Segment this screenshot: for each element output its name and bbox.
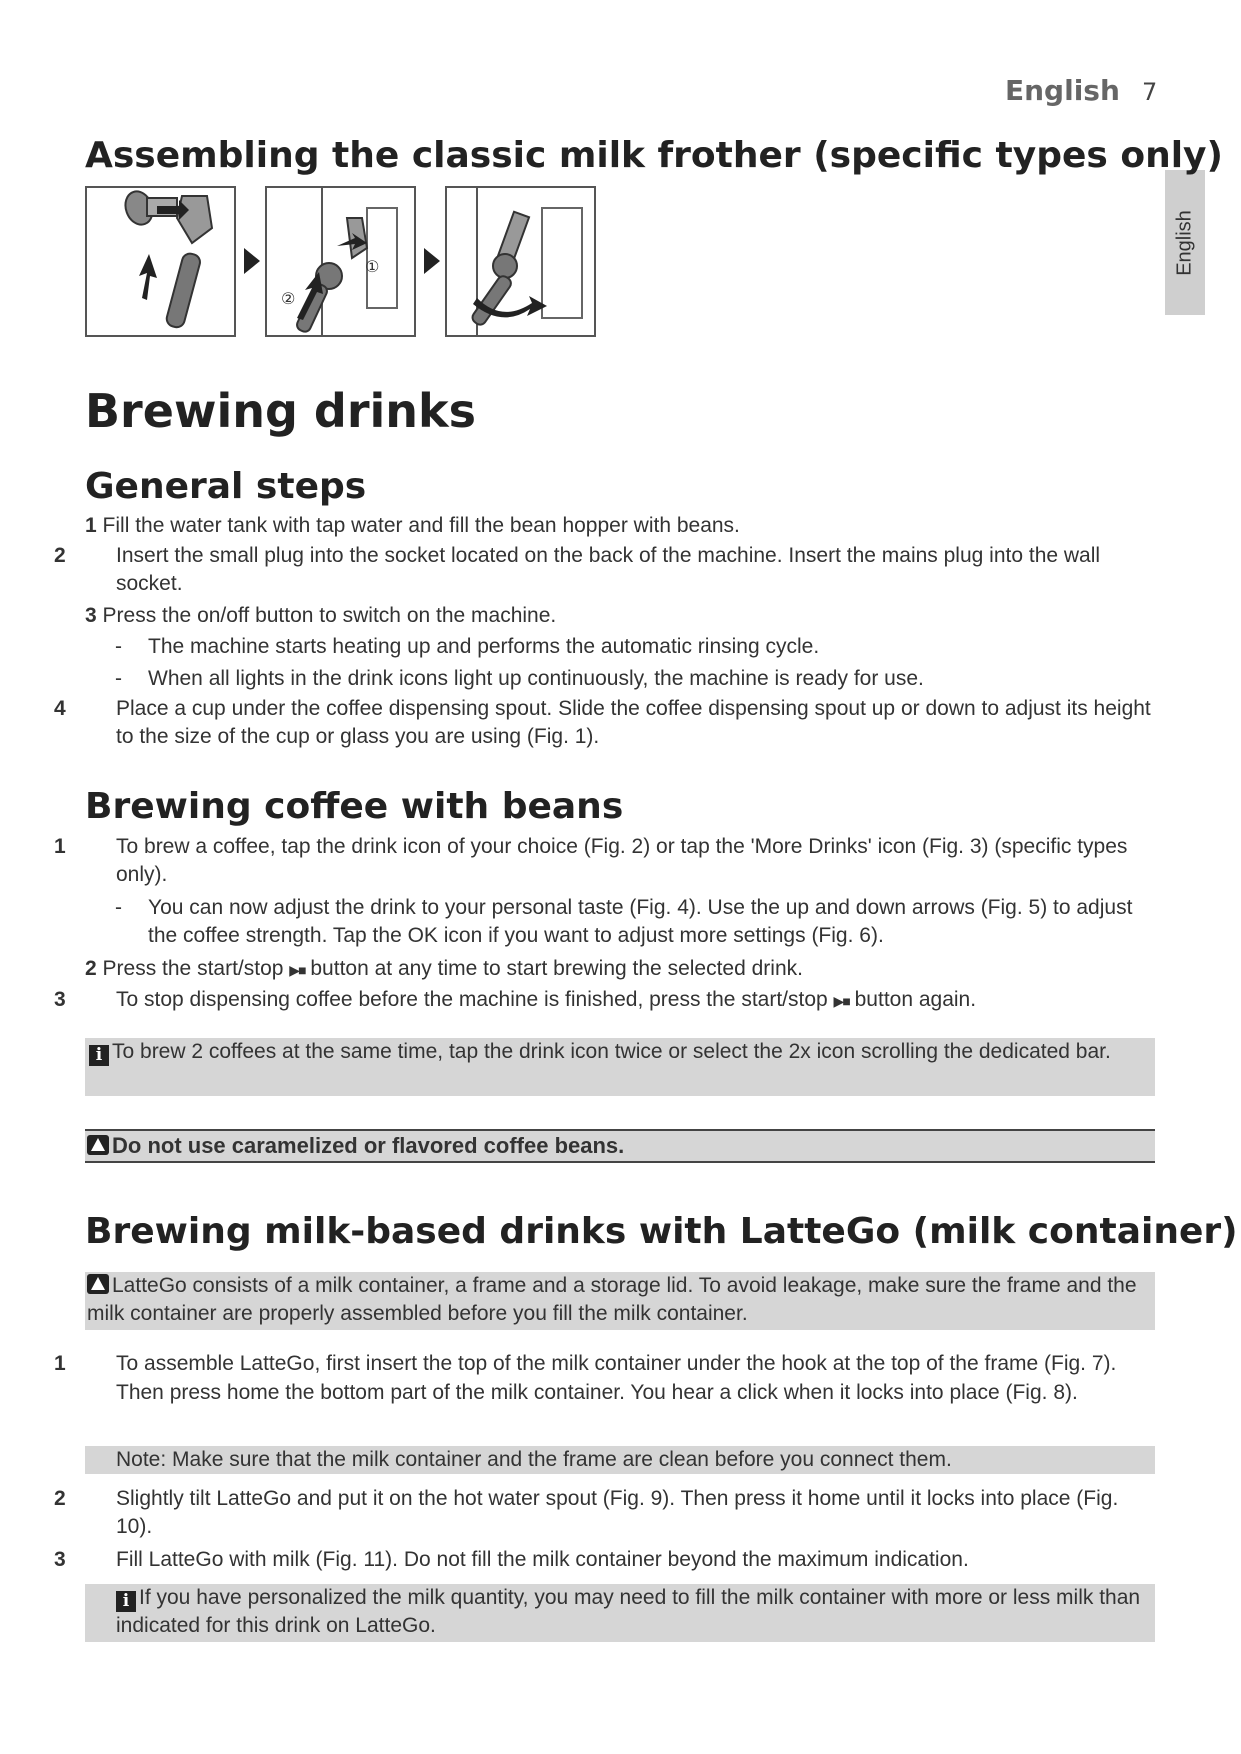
info-icon: i <box>89 1045 109 1066</box>
lattego-step-3 <box>54 1546 1155 1574</box>
step-number: 1 <box>54 835 66 858</box>
step-text: button at any time to start brewing the selected drink. <box>310 957 803 980</box>
note-box-clean <box>85 1446 1155 1474</box>
general-bullet-2 <box>115 665 1155 693</box>
figure-frother-step-1 <box>85 186 236 337</box>
step-text: To assemble LatteGo, first insert the top of the milk container under the hook at the top of the frame (Fig. 7). Then press home the bottom part of the milk container. You hear a click when it locks into place (Fig. 8). <box>116 1352 1117 1404</box>
general-step-2 <box>54 542 1155 598</box>
header-language: English <box>1005 74 1120 107</box>
side-language-tab <box>1165 170 1205 315</box>
caution-text: LatteGo consists of a milk container, a frame and a storage lid. To avoid leakage, make sure the frame and the milk container are properly assembled before you fill the milk container. <box>87 1274 1137 1325</box>
frother-step-1-illustration <box>87 188 234 335</box>
page-number: 7 <box>1142 78 1158 106</box>
start-stop-icon: ▶■ <box>289 962 305 978</box>
general-step-1 <box>85 512 1155 540</box>
step-text: Slightly tilt LatteGo and put it on the hot water spout (Fig. 9). Then press it home until it locks into place (Fig. 10). <box>116 1487 1119 1538</box>
side-tab-label: English <box>1173 209 1196 276</box>
callout-2-label: ② <box>281 289 296 308</box>
start-stop-icon: ▶■ <box>833 993 849 1009</box>
caution-icon <box>87 1274 109 1294</box>
frother-step-3-illustration <box>447 188 594 335</box>
step-text: To stop dispensing coffee before the machine is finished, press the start/stop <box>116 988 828 1011</box>
step-text: Press the on/off button to switch on the machine. <box>102 604 557 627</box>
bullet-text: When all lights in the drink icons light up continuously, the machine is ready for use. <box>148 667 924 690</box>
caution-box-lattego <box>85 1272 1155 1330</box>
step-number: 2 <box>54 544 66 567</box>
general-step-3 <box>85 602 1155 630</box>
step-text: Press the start/stop <box>102 957 284 980</box>
step-number: 3 <box>54 988 66 1011</box>
info-text: If you have personalized the milk quantity, you may need to fill the milk container with more or less milk than indicated for this drink on LatteGo. <box>116 1586 1141 1637</box>
step-text: Fill the water tank with tap water and fill the bean hopper with beans. <box>102 514 740 537</box>
step-number: 4 <box>54 697 66 720</box>
step-text: button again. <box>854 988 977 1011</box>
beans-bullet-1 <box>115 894 1155 950</box>
bullet-dash: - <box>115 896 122 919</box>
callout-1-label: ① <box>365 257 380 276</box>
info-box-milk-quantity <box>85 1584 1155 1642</box>
step-text: Fill LatteGo with milk (Fig. 11). Do not fill the milk container beyond the maximum indication. <box>116 1548 969 1571</box>
section-title-brewing-drinks: Brewing drinks <box>85 384 476 438</box>
subsection-title-lattego: Brewing milk-based drinks with LatteGo (milk container) <box>85 1211 1238 1252</box>
bullet-dash: - <box>115 667 122 690</box>
general-bullet-1 <box>115 633 1155 661</box>
frother-step-2-illustration <box>267 188 414 335</box>
step-number: 2 <box>85 957 97 980</box>
warning-box-beans <box>85 1129 1155 1163</box>
subsection-title-general-steps: General steps <box>85 466 367 507</box>
step-text: Place a cup under the coffee dispensing spout. Slide the coffee dispensing spout up or down to adjust its height to the size of the cup or glass you are using (Fig. 1). <box>116 697 1151 748</box>
step-number: 1 <box>85 514 97 537</box>
warning-text: Do not use caramelized or flavored coffee beans. <box>112 1133 625 1158</box>
step-number: 3 <box>54 1548 66 1571</box>
subsection-title-brewing-coffee-beans: Brewing coffee with beans <box>85 786 624 827</box>
lattego-step-1 <box>54 1349 1155 1407</box>
step-number: 3 <box>85 604 97 627</box>
step-number: 1 <box>54 1352 66 1375</box>
bullet-text: The machine starts heating up and performs the automatic rinsing cycle. <box>148 635 820 658</box>
lattego-step-2 <box>54 1485 1155 1541</box>
info-text: To brew 2 coffees at the same time, tap the drink icon twice or select the 2x icon scrolling the dedicated bar. <box>112 1040 1111 1063</box>
bullet-dash: - <box>115 635 122 658</box>
bullet-text: You can now adjust the drink to your personal taste (Fig. 4). Use the up and down arrows (Fig. 5) to adjust the coffee strength. Tap the OK icon if you want to adjust more settings (Fig. 6). <box>148 896 1133 947</box>
general-step-4 <box>54 695 1155 751</box>
beans-step-3 <box>54 986 1155 1015</box>
figure-frother-step-2 <box>265 186 416 337</box>
section-title-assembling: Assembling the classic milk frother (specific types only) <box>85 135 1223 176</box>
figure-frother-step-3 <box>445 186 596 337</box>
warning-icon <box>87 1135 109 1155</box>
info-icon: i <box>116 1591 136 1612</box>
step-text: Insert the small plug into the socket located on the back of the machine. Insert the mains plug into the wall socket. <box>116 544 1101 595</box>
beans-step-1 <box>54 833 1155 889</box>
step-number: 2 <box>54 1487 66 1510</box>
step-text: To brew a coffee, tap the drink icon of your choice (Fig. 2) or tap the 'More Drinks' icon (Fig. 3) (specific types only). <box>116 835 1128 886</box>
sequence-arrow-icon <box>244 248 260 274</box>
sequence-arrow-icon <box>424 248 440 274</box>
note-text: Note: Make sure that the milk container and the frame are clean before you connect them. <box>116 1448 952 1471</box>
beans-step-2 <box>85 955 1155 984</box>
info-box-two-coffees <box>85 1038 1155 1096</box>
